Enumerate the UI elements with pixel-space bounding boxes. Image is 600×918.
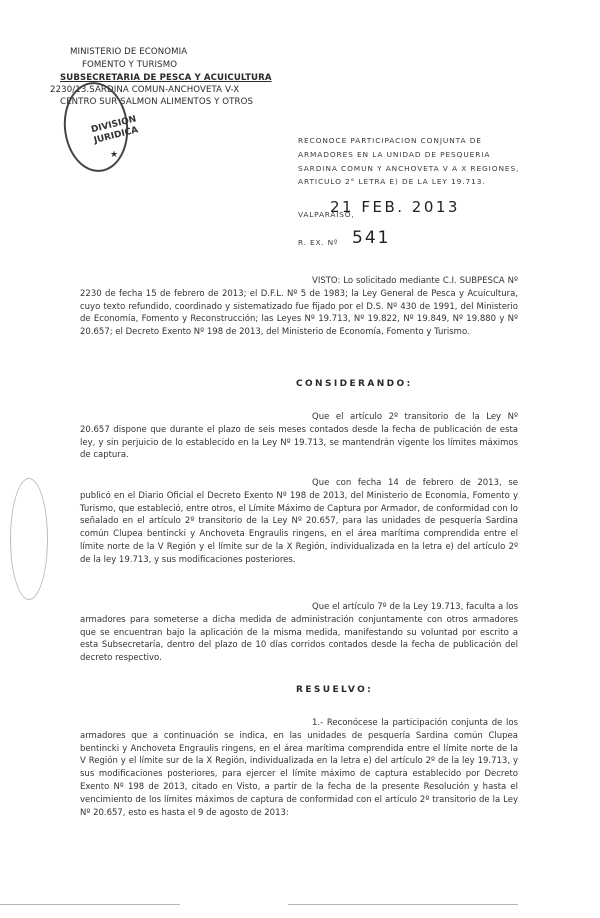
rex-label: R. EX. Nº <box>298 238 339 247</box>
header-reference: 2230/13.SARDINA COMUN-ANCHOVETA V-X <box>50 85 240 95</box>
place-label: VALPARAISO, <box>298 210 355 219</box>
resuelvo-heading: RESUELVO: <box>296 685 374 695</box>
footer-line-left <box>0 904 180 905</box>
footer-line-right <box>288 904 518 905</box>
star-icon: ★ <box>110 150 119 160</box>
considerando-paragraph-1: Que el artículo 2º transitorio de la Ley Nº 20.657 dispone que durante el plazo de seis meses contados desde la fecha de publicación de esta ley, y sin perjuicio de lo establecido en la Ley Nº 19.713, se mantendrán vigente los límites máximos de captura. <box>80 412 518 461</box>
header-ministry-sub: FOMENTO Y TURISMO <box>82 60 178 70</box>
rex-number: 541 <box>352 228 391 248</box>
stamp-text: DIVISION JURIDICA <box>90 114 140 146</box>
resuelvo-paragraph-1: 1.- Reconócese la participación conjunta de los armadores que a continuación se indica, en las unidades de pesquería Sardina común Clupea bentincki y Anchoveta Engraulis ringens, en el área marítima comprendida entre el límite norte de la V Región y el límite sur de la X Región, individualizada en la letra e) del artículo 2º de la ley 19.713, y sus modificaciones posteriores, para ejercer el límite máximo de captura establecido por Decreto Exento Nº 198 de 2013, citado en Visto, a partir de la fecha de la presente Resolución y hasta el vencimiento de los límites máximos de captura de conformidad con el artículo 2º transitorio de la Ley Nº 20.657, esto es hasta el 9 de agosto de 2013: <box>80 718 518 818</box>
visto-paragraph: VISTO: Lo solicitado mediante C.I. SUBPESCA Nº 2230 de fecha 15 de febrero de 2013; el D.F.L. Nº 5 de 1983; la Ley General de Pesca y Acuicultura, cuyo texto refundido, coordinado y sistematizado fue fijado por el D.S. Nº 430 de 1991, del Ministerio de Economía, Fomento y Reconstrucción; las Leyes Nº 19.713, Nº 19.822, Nº 19.849, Nº 19.880 y Nº 20.657; el Decreto Exento Nº 198 de 2013, del Ministerio de Economía, Fomento y Turismo. <box>80 276 518 338</box>
considerando-paragraph-2: Que con fecha 14 de febrero de 2013, se publicó en el Diario Oficial el Decreto Exento Nº 198 de 2013, del Ministerio de Economía, Fomento y Turismo, que estableció, entre otros, el Límite Máximo de Captura por Armador, de conformidad con lo señalado en el artículo 2º transitorio de la Ley Nº 20.657, para las unidades de pesquería Sardina común Clupea bentincki y Anchoveta Engraulis ringens, en el área marítima comprendida entre el límite norte de la V Región y el límite sur de la X Región, individualizada en la letra e) del artículo 2º de la ley 19.713, y sus modificaciones posteriores. <box>80 478 518 565</box>
considerando-heading: CONSIDERANDO: <box>296 379 413 389</box>
header-reference-2: CENTRO SUR SALMON ALIMENTOS Y OTROS <box>60 97 254 107</box>
side-seal <box>10 478 48 600</box>
considerando-paragraph-3: Que el artículo 7º de la Ley 19.713, faculta a los armadores para someterse a dicha medida de administración conjuntamente con otros armadores que se encuentran bajo la aplicación de la misma medida, manifestando su voluntad por escrito a esta Subsecretaría, dentro del plazo de 10 días corridos contados desde la fecha de publicación del decreto respectivo. <box>80 602 518 664</box>
resolution-date: 21 FEB. 2013 <box>330 198 460 216</box>
header-ministry: MINISTERIO DE ECONOMIA <box>70 47 188 57</box>
header-subsecretaria: SUBSECRETARIA DE PESCA Y ACUICULTURA <box>60 73 272 83</box>
resolution-title: RECONOCE PARTICIPACION CONJUNTA DE ARMADORES EN LA UNIDAD DE PESQUERIA SARDINA COMUN Y ANCHOVETA V A X REGIONES, ARTICULO 2° LETRA E) DE LA LEY 19.713. <box>298 136 520 187</box>
